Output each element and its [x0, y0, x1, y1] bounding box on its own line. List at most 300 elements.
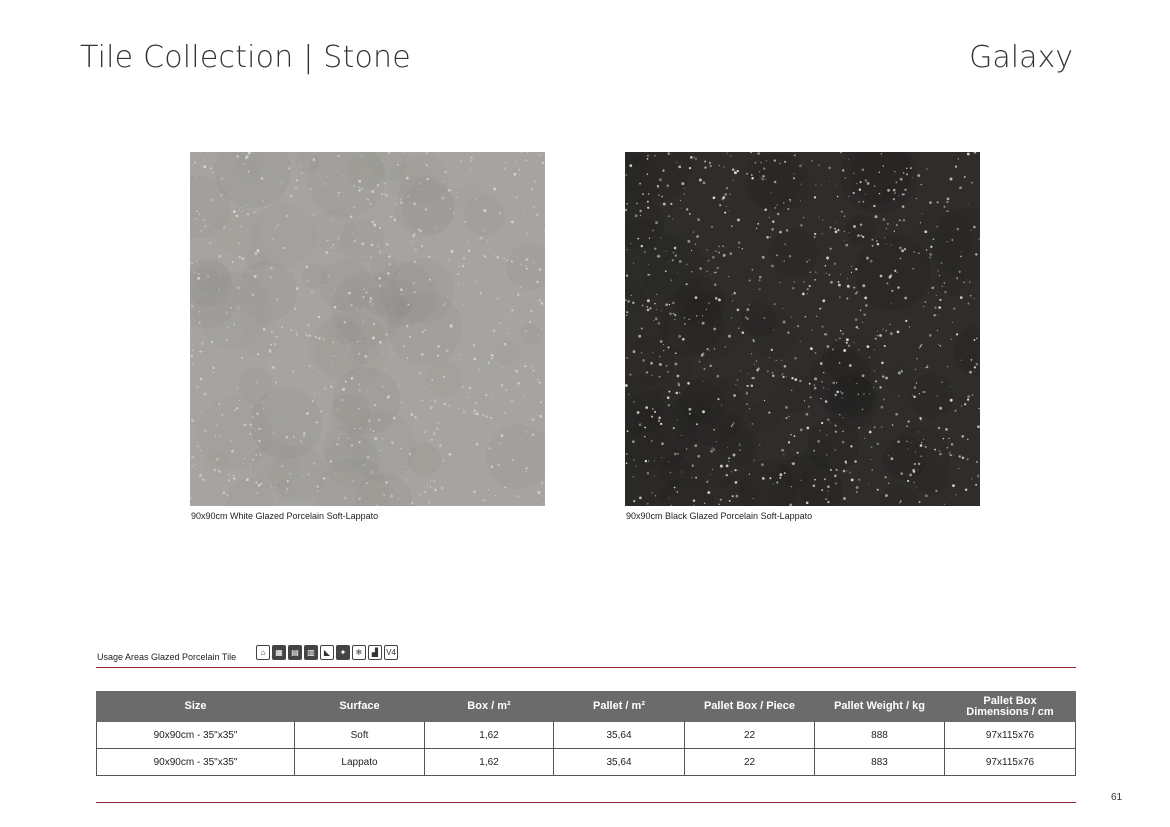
tile-texture-speck: [947, 447, 948, 448]
tile-texture-speck: [640, 215, 641, 216]
tile-texture-speck: [729, 211, 730, 212]
tile-texture-speck: [853, 287, 855, 289]
tile-texture-speck: [725, 346, 727, 348]
tile-texture-speck: [734, 469, 736, 471]
tile-texture-speck: [789, 255, 791, 257]
tile-texture-speck: [493, 330, 496, 333]
tile-texture-speck: [195, 218, 197, 220]
tile-texture-speck: [332, 244, 334, 246]
usage-areas-label: Usage Areas Glazed Porcelain Tile: [97, 652, 237, 662]
tile-texture-speck: [738, 328, 739, 329]
tile-texture-speck: [704, 503, 705, 504]
tile-texture-speck: [879, 172, 880, 173]
tile-texture-speck: [886, 282, 888, 284]
tile-texture-speck: [286, 488, 288, 490]
tile-texture-speck: [442, 306, 443, 307]
tile-texture-speck: [814, 233, 816, 235]
tile-texture-speck: [815, 352, 817, 354]
tile-texture-speck: [408, 196, 409, 197]
tile-texture-speck: [192, 220, 193, 221]
tile-caption-black: 90x90cm Black Glazed Porcelain Soft-Lappato: [626, 511, 813, 521]
tile-texture-speck: [403, 345, 405, 347]
tile-texture-speck: [740, 370, 741, 371]
tile-texture-speck: [769, 357, 770, 358]
tile-texture-speck: [807, 288, 809, 290]
tile-texture-speck: [324, 183, 326, 185]
tile-texture-speck: [684, 194, 685, 195]
tile-texture-speck: [937, 201, 939, 203]
tile-texture-speck: [938, 306, 941, 309]
tile-texture-speck: [680, 200, 681, 201]
tile-texture-speck: [201, 341, 203, 343]
tile-texture-speck: [888, 483, 889, 484]
tile-texture-speck: [877, 335, 879, 337]
tile-texture-speck: [736, 495, 739, 498]
tile-texture-speck: [733, 292, 735, 294]
tile-texture-speck: [286, 436, 289, 439]
tile-texture-speck: [199, 350, 201, 352]
tile-texture-speck: [536, 281, 538, 283]
tile-texture-speck: [890, 332, 893, 335]
tile-texture-speck: [421, 245, 423, 247]
tile-texture-speck: [459, 254, 460, 255]
tile-texture-speck: [191, 363, 193, 365]
tile-texture-speck: [526, 159, 528, 161]
tile-texture-speck: [330, 247, 332, 249]
tile-texture-speck: [703, 368, 705, 370]
tile-texture-speck: [437, 345, 440, 348]
tile-texture-speck: [963, 281, 965, 283]
tile-texture-speck: [270, 362, 271, 363]
tile-texture-speck: [686, 264, 687, 265]
tile-texture-speck: [881, 153, 883, 155]
tile-texture-speck: [825, 265, 827, 267]
tile-texture-speck: [658, 194, 659, 195]
tile-texture-speck: [887, 223, 889, 225]
tile-texture-speck: [882, 218, 885, 221]
tile-texture-speck: [631, 295, 632, 296]
tile-texture-speck: [485, 394, 487, 396]
tile-texture-speck: [803, 217, 804, 218]
tile-texture-speck: [814, 196, 816, 198]
tile-texture-speck: [385, 481, 387, 483]
tile-texture-blot: [238, 368, 272, 402]
tile-texture-speck: [367, 174, 368, 175]
tile-texture-speck: [358, 180, 361, 183]
tile-texture-speck: [216, 458, 218, 460]
tile-texture-speck: [669, 498, 670, 499]
tile-texture-speck: [710, 474, 711, 475]
tile-texture-speck: [702, 322, 705, 325]
tile-texture-speck: [457, 273, 459, 275]
tile-texture-speck: [246, 213, 249, 216]
tile-texture-speck: [897, 331, 900, 334]
tile-texture-speck: [797, 452, 799, 454]
tile-texture-speck: [912, 268, 914, 270]
tile-texture-speck: [747, 385, 749, 387]
bathroom-icon: ▥: [304, 645, 318, 660]
tile-texture-speck: [647, 472, 649, 474]
tile-texture-speck: [951, 239, 953, 241]
tile-texture-speck: [814, 236, 816, 238]
tile-texture-speck: [358, 408, 359, 409]
tile-texture-speck: [719, 204, 721, 206]
tile-texture-speck: [472, 169, 473, 170]
tile-texture-speck: [746, 173, 748, 175]
tile-texture-speck: [904, 189, 906, 191]
tile-texture-speck: [295, 187, 297, 189]
tile-texture-speck: [866, 257, 869, 260]
tile-texture-blot: [890, 427, 949, 486]
tile-texture-speck: [263, 408, 265, 410]
tile-texture-speck: [511, 220, 514, 223]
tile-texture-speck: [460, 185, 461, 186]
tile-texture-speck: [361, 188, 363, 190]
wall-icon: ▤: [288, 645, 302, 660]
tile-texture-speck: [345, 381, 347, 383]
tile-texture-speck: [217, 469, 218, 470]
tile-texture-speck: [532, 418, 535, 421]
tile-texture-speck: [270, 486, 272, 488]
tile-texture-speck: [533, 206, 535, 208]
tile-texture-blot: [657, 289, 723, 355]
tile-texture-speck: [944, 504, 945, 505]
tile-texture-speck: [698, 321, 699, 322]
tile-texture-speck: [784, 161, 786, 163]
tile-texture-speck: [805, 316, 807, 318]
tile-texture-speck: [369, 421, 370, 422]
tile-texture-speck: [296, 333, 298, 335]
tile-texture-speck: [882, 375, 884, 377]
tile-texture-blot: [237, 153, 262, 178]
tile-texture-speck: [340, 274, 341, 275]
tile-texture-speck: [843, 349, 846, 352]
tile-texture-speck: [234, 409, 237, 412]
tile-texture-speck: [875, 215, 878, 218]
tile-texture-speck: [308, 474, 310, 476]
tile-texture-speck: [533, 262, 534, 263]
tile-texture-speck: [523, 395, 524, 396]
tile-texture-speck: [921, 344, 923, 346]
tile-texture-speck: [973, 339, 975, 341]
tile-texture-speck: [682, 338, 685, 341]
tile-texture-speck: [520, 263, 522, 265]
tile-texture-speck: [784, 472, 786, 474]
tile-texture-speck: [783, 308, 784, 309]
tile-texture-speck: [800, 200, 801, 201]
tile-texture-speck: [413, 202, 416, 205]
tile-texture-speck: [633, 500, 635, 502]
tile-texture-speck: [679, 260, 682, 263]
tile-texture-speck: [497, 298, 499, 300]
tile-texture-speck: [745, 317, 746, 318]
tile-texture-speck: [256, 412, 259, 415]
tile-texture-speck: [323, 339, 325, 341]
tile-texture-speck: [821, 200, 822, 201]
tile-texture-speck: [645, 406, 648, 409]
tile-texture-speck: [212, 367, 215, 370]
tile-image-white: [190, 152, 545, 506]
tile-texture-speck: [358, 187, 359, 188]
tile-texture-speck: [537, 153, 538, 154]
tile-texture-speck: [918, 431, 919, 432]
tile-texture-speck: [221, 414, 223, 416]
tile-texture-speck: [218, 403, 220, 405]
table-row: [97, 722, 1076, 749]
tile-texture-speck: [666, 184, 668, 186]
tile-texture-speck: [505, 162, 506, 163]
tile-texture-speck: [718, 246, 719, 247]
tile-texture-speck: [372, 337, 375, 340]
tile-texture-speck: [787, 331, 789, 333]
tile-texture-speck: [937, 330, 938, 331]
tile-texture-speck: [656, 309, 657, 310]
tile-texture-speck: [201, 412, 202, 413]
tile-texture-speck: [220, 274, 221, 275]
tile-texture-speck: [919, 347, 921, 349]
tile-texture-speck: [846, 298, 848, 300]
tile-texture-speck: [715, 250, 716, 251]
tile-texture-speck: [215, 209, 216, 210]
tile-texture-speck: [862, 322, 863, 323]
tile-texture-speck: [384, 182, 386, 184]
tile-texture-speck: [262, 200, 264, 202]
tile-texture-speck: [830, 281, 833, 284]
tile-texture-speck: [864, 296, 867, 299]
col-pallet-dimensions: Pallet Box Dimensions / cm: [945, 692, 1076, 722]
tile-texture-speck: [809, 271, 811, 273]
tile-texture-speck: [328, 359, 329, 360]
tile-texture-speck: [430, 400, 431, 401]
tile-texture-speck: [470, 156, 473, 159]
tile-texture-speck: [538, 268, 541, 271]
tile-texture-speck: [712, 469, 714, 471]
tile-texture-speck: [531, 188, 533, 190]
tile-texture-speck: [686, 208, 688, 210]
tile-texture-speck: [251, 427, 252, 428]
tile-texture-blot: [495, 341, 520, 366]
tile-texture-speck: [658, 322, 661, 325]
tile-texture-speck: [934, 449, 936, 451]
tile-texture-speck: [939, 275, 940, 276]
grade-v4-icon: V4: [384, 645, 398, 660]
tile-texture-speck: [870, 260, 873, 263]
tile-texture-speck: [836, 382, 837, 383]
tile-texture-speck: [976, 363, 978, 365]
tile-texture-speck: [738, 242, 740, 244]
series-name: Galaxy: [969, 40, 1073, 75]
tile-texture-speck: [424, 431, 427, 434]
tile-texture-speck: [978, 408, 979, 409]
tile-texture-speck: [835, 430, 837, 432]
tile-texture-speck: [728, 457, 730, 459]
tile-texture-speck: [410, 187, 411, 188]
tile-texture-speck: [239, 400, 240, 401]
tile-texture-speck: [448, 189, 451, 192]
tile-texture-speck: [702, 352, 705, 355]
tile-texture-speck: [460, 160, 462, 162]
tile-texture-speck: [851, 478, 854, 481]
tile-texture-speck: [468, 462, 469, 463]
tile-texture-speck: [836, 469, 838, 471]
tile-texture-speck: [663, 344, 664, 345]
tile-texture-speck: [218, 202, 219, 203]
tile-texture-speck: [419, 183, 421, 185]
tile-texture-speck: [647, 201, 649, 203]
tile-texture-speck: [856, 383, 857, 384]
tile-texture-speck: [239, 209, 240, 210]
col-surface: Surface: [295, 692, 425, 722]
tile-texture-speck: [657, 255, 660, 258]
tile-texture-speck: [714, 283, 717, 286]
tile-texture-speck: [335, 473, 336, 474]
tile-texture-speck: [849, 379, 850, 380]
tile-texture-speck: [402, 484, 403, 485]
tile-texture-speck: [923, 439, 924, 440]
tile-texture-speck: [976, 461, 978, 463]
tile-texture-speck: [533, 468, 534, 469]
tile-texture-speck: [364, 355, 367, 358]
tile-texture-speck: [928, 292, 929, 293]
tile-texture-speck: [756, 360, 757, 361]
tile-texture-speck: [739, 449, 741, 451]
tile-texture-speck: [196, 272, 197, 273]
tile-texture-speck: [505, 208, 506, 209]
tile-texture-speck: [913, 251, 915, 253]
frost-icon: ❄: [352, 645, 366, 660]
tile-texture-speck: [834, 449, 836, 451]
tile-texture-speck: [791, 390, 792, 391]
tile-texture-speck: [887, 189, 890, 192]
tile-texture-speck: [350, 215, 353, 218]
tile-texture-speck: [288, 359, 289, 360]
tile-texture-speck: [822, 233, 824, 235]
tile-texture-speck: [317, 490, 319, 492]
tile-texture-speck: [428, 255, 431, 258]
tile-texture-speck: [806, 501, 809, 504]
tile-texture-speck: [257, 381, 258, 382]
tile-texture-speck: [766, 236, 769, 239]
tile-texture-blot: [774, 373, 814, 413]
tile-texture-speck: [695, 244, 696, 245]
tile-texture-speck: [737, 309, 740, 312]
tile-texture-speck: [341, 399, 343, 401]
tile-texture-speck: [752, 423, 754, 425]
tile-texture-speck: [314, 393, 315, 394]
tile-texture-speck: [303, 476, 304, 477]
tile-texture-speck: [863, 313, 866, 316]
tile-texture-speck: [506, 259, 508, 261]
tile-texture-speck: [658, 417, 661, 420]
tile-texture-speck: [368, 190, 369, 191]
tile-texture-speck: [822, 220, 823, 221]
tile-texture-speck: [472, 397, 473, 398]
tile-texture-speck: [686, 448, 687, 449]
tile-texture-speck: [218, 289, 220, 291]
tile-texture-blot: [520, 323, 542, 345]
tile-texture-speck: [487, 240, 488, 241]
tile-texture-speck: [850, 445, 852, 447]
tile-texture-speck: [977, 475, 979, 477]
tile-texture-speck: [900, 178, 903, 181]
tile-texture-blot: [270, 445, 326, 501]
tile-texture-speck: [691, 271, 692, 272]
tile-texture-speck: [250, 465, 251, 466]
tile-texture-speck: [746, 404, 747, 405]
tile-texture-speck: [894, 192, 895, 193]
tile-texture-speck: [933, 238, 935, 240]
tile-texture-speck: [443, 352, 444, 353]
tile-texture-speck: [207, 276, 209, 278]
tile-texture-speck: [873, 387, 874, 388]
tile-texture-speck: [253, 211, 256, 214]
tile-texture-speck: [207, 500, 208, 501]
tile-texture-speck: [862, 236, 864, 238]
tile-texture-speck: [707, 491, 710, 494]
tile-texture-speck: [912, 177, 913, 178]
outdoor-icon: ✦: [336, 645, 350, 660]
tile-texture-speck: [977, 425, 980, 428]
tile-texture-speck: [635, 465, 636, 466]
tile-texture-speck: [387, 272, 389, 274]
tile-texture-speck: [781, 375, 782, 376]
tile-texture-speck: [855, 293, 857, 295]
tile-texture-speck: [950, 399, 953, 402]
tile-texture-speck: [931, 287, 934, 290]
tile-texture-speck: [274, 343, 276, 345]
tile-texture-speck: [715, 441, 717, 443]
tile-texture-speck: [475, 198, 477, 200]
tile-texture-speck: [876, 240, 878, 242]
tile-texture-speck: [892, 424, 893, 425]
tile-texture-speck: [839, 362, 841, 364]
tile-texture-speck: [652, 229, 654, 231]
tile-texture-speck: [971, 359, 973, 361]
tile-texture-speck: [946, 241, 947, 242]
tile-texture-speck: [926, 367, 928, 369]
tile-texture-speck: [811, 160, 812, 161]
tile-texture-speck: [937, 226, 938, 227]
tile-texture-speck: [639, 497, 642, 500]
tile-texture-speck: [368, 419, 370, 421]
tile-texture-speck: [474, 410, 477, 413]
tile-texture-speck: [470, 406, 471, 407]
tile-texture-speck: [659, 363, 662, 366]
tile-texture-speck: [943, 438, 945, 440]
tile-texture-speck: [258, 484, 261, 487]
tile-texture-speck: [400, 199, 401, 200]
tile-texture-speck: [930, 246, 932, 248]
tile-texture-speck: [639, 423, 642, 426]
tile-texture-speck: [709, 350, 710, 351]
tile-texture-speck: [678, 384, 680, 386]
tile-texture-speck: [879, 386, 882, 389]
tile-texture-speck: [344, 321, 347, 324]
tile-texture-speck: [283, 247, 286, 250]
tile-texture-speck: [315, 349, 316, 350]
tile-texture-speck: [674, 319, 675, 320]
tile-texture-speck: [782, 373, 783, 374]
tile-texture-speck: [704, 166, 706, 168]
tile-texture-speck: [893, 189, 896, 192]
tile-texture-speck: [811, 329, 812, 330]
tile-texture-speck: [379, 227, 381, 229]
tile-texture-speck: [962, 457, 965, 460]
tile-texture-speck: [934, 307, 936, 309]
tile-texture-speck: [702, 315, 703, 316]
tile-texture-speck: [699, 179, 702, 182]
tile-texture-speck: [740, 445, 741, 446]
